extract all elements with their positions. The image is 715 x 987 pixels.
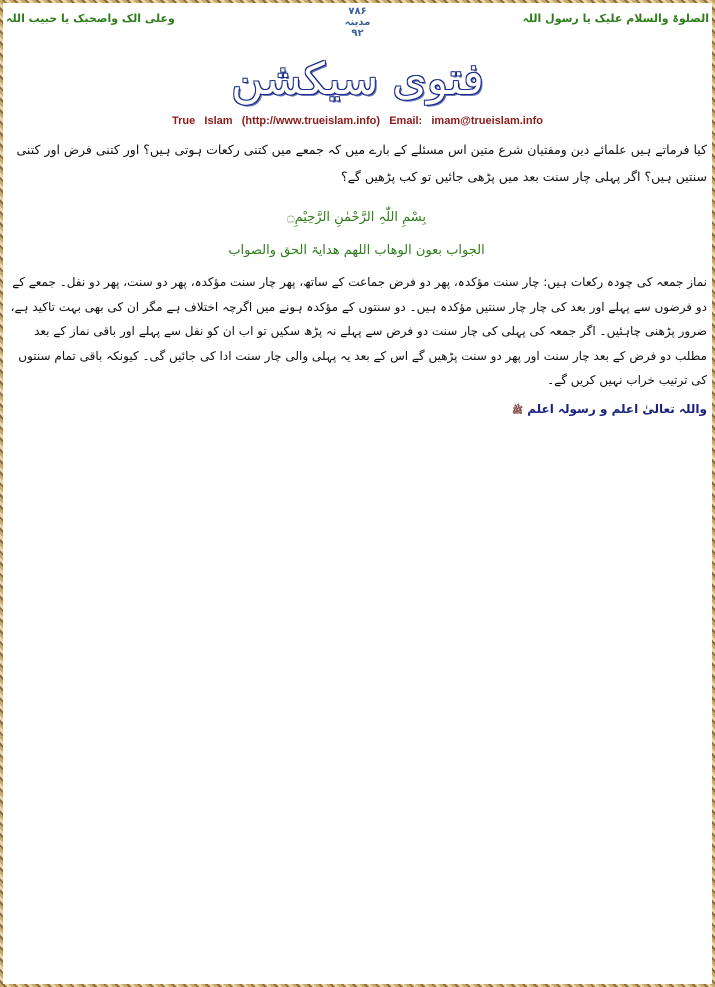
salutation-left: وعلی الک واصحبک یا حبیب اللہ — [6, 12, 175, 25]
jawab-heading: الجواب بعون الوھاب اللھم ھدایۃ الحق والصواب — [228, 243, 485, 258]
page-label: مدینہ — [344, 17, 371, 28]
bismillah: بِسْمِ اللّٰہِ الرَّحْمٰنِ الرَّحِیْمِ۝ — [287, 210, 426, 225]
salutation-right: الصلوۃ والسلام علیک یا رسول اللہ — [522, 12, 709, 25]
question-text: کیا فرماتے ہیں علمائے دین ومفتیان شرع متین اس مسئلے کے بارے میں کہ جمعے میں کتنی رکعات ہوتی ہیں؟ اور کتنی فرض اور کتنی سنتیں ہیں؟ اگر پہلی چار سنت بعد میں پڑھی جائیں تو کب پڑھیں گے؟ — [16, 142, 707, 184]
closing-formula — [6, 402, 707, 418]
fatwa-page — [4, 4, 711, 983]
fatwa-code: ۹۲ — [351, 28, 364, 39]
salla-glyph: ﷺ — [512, 406, 524, 416]
page-title: فتوی سیکشن — [231, 54, 484, 105]
answer-text: نماز جمعہ کی چودہ رکعات ہیں: چار سنت مؤکدہ، پھر دو فرض جماعت کے ساتھ، پھر چار سنت مؤکدہ، پھر دو سنت، پھر دو نفل۔ جمعے کے دو فرضوں سے پہلے اور بعد کی چار چار سنتیں مؤکدہ ہیں۔ دو سنتوں کے مؤکدہ ہونے میں اگرچہ اختلاف ہے مگر ان کی بھی بہت تاکید ہے، ضرور پڑھنی چاہئیں۔ اگر جمعہ کی پہلی کی چار سنت دو فرض سے پہلے نہ پڑھ سکیں تو اب ان کو نفل سے پہلے اور باقی نماز کے بعد مطلب دو فرض کے بعد چار سنت اور پھر دو سنت پڑھیں گے اس کے بعد یہ پہلی والی چار سنت ادا کی جائیں گی۔ کیونکہ باقی تمام سنتوں کی ترتیب خراب نہیں کریں گے۔ — [10, 275, 707, 387]
closing-text: واللہ تعالیٰ اعلم و رسولہ اعلم — [527, 402, 707, 416]
contact-line: True Islam (http://www.trueislam.info) Email: imam@trueislam.info — [172, 115, 543, 127]
fatwa-number: ۷۸۶ — [348, 6, 367, 17]
